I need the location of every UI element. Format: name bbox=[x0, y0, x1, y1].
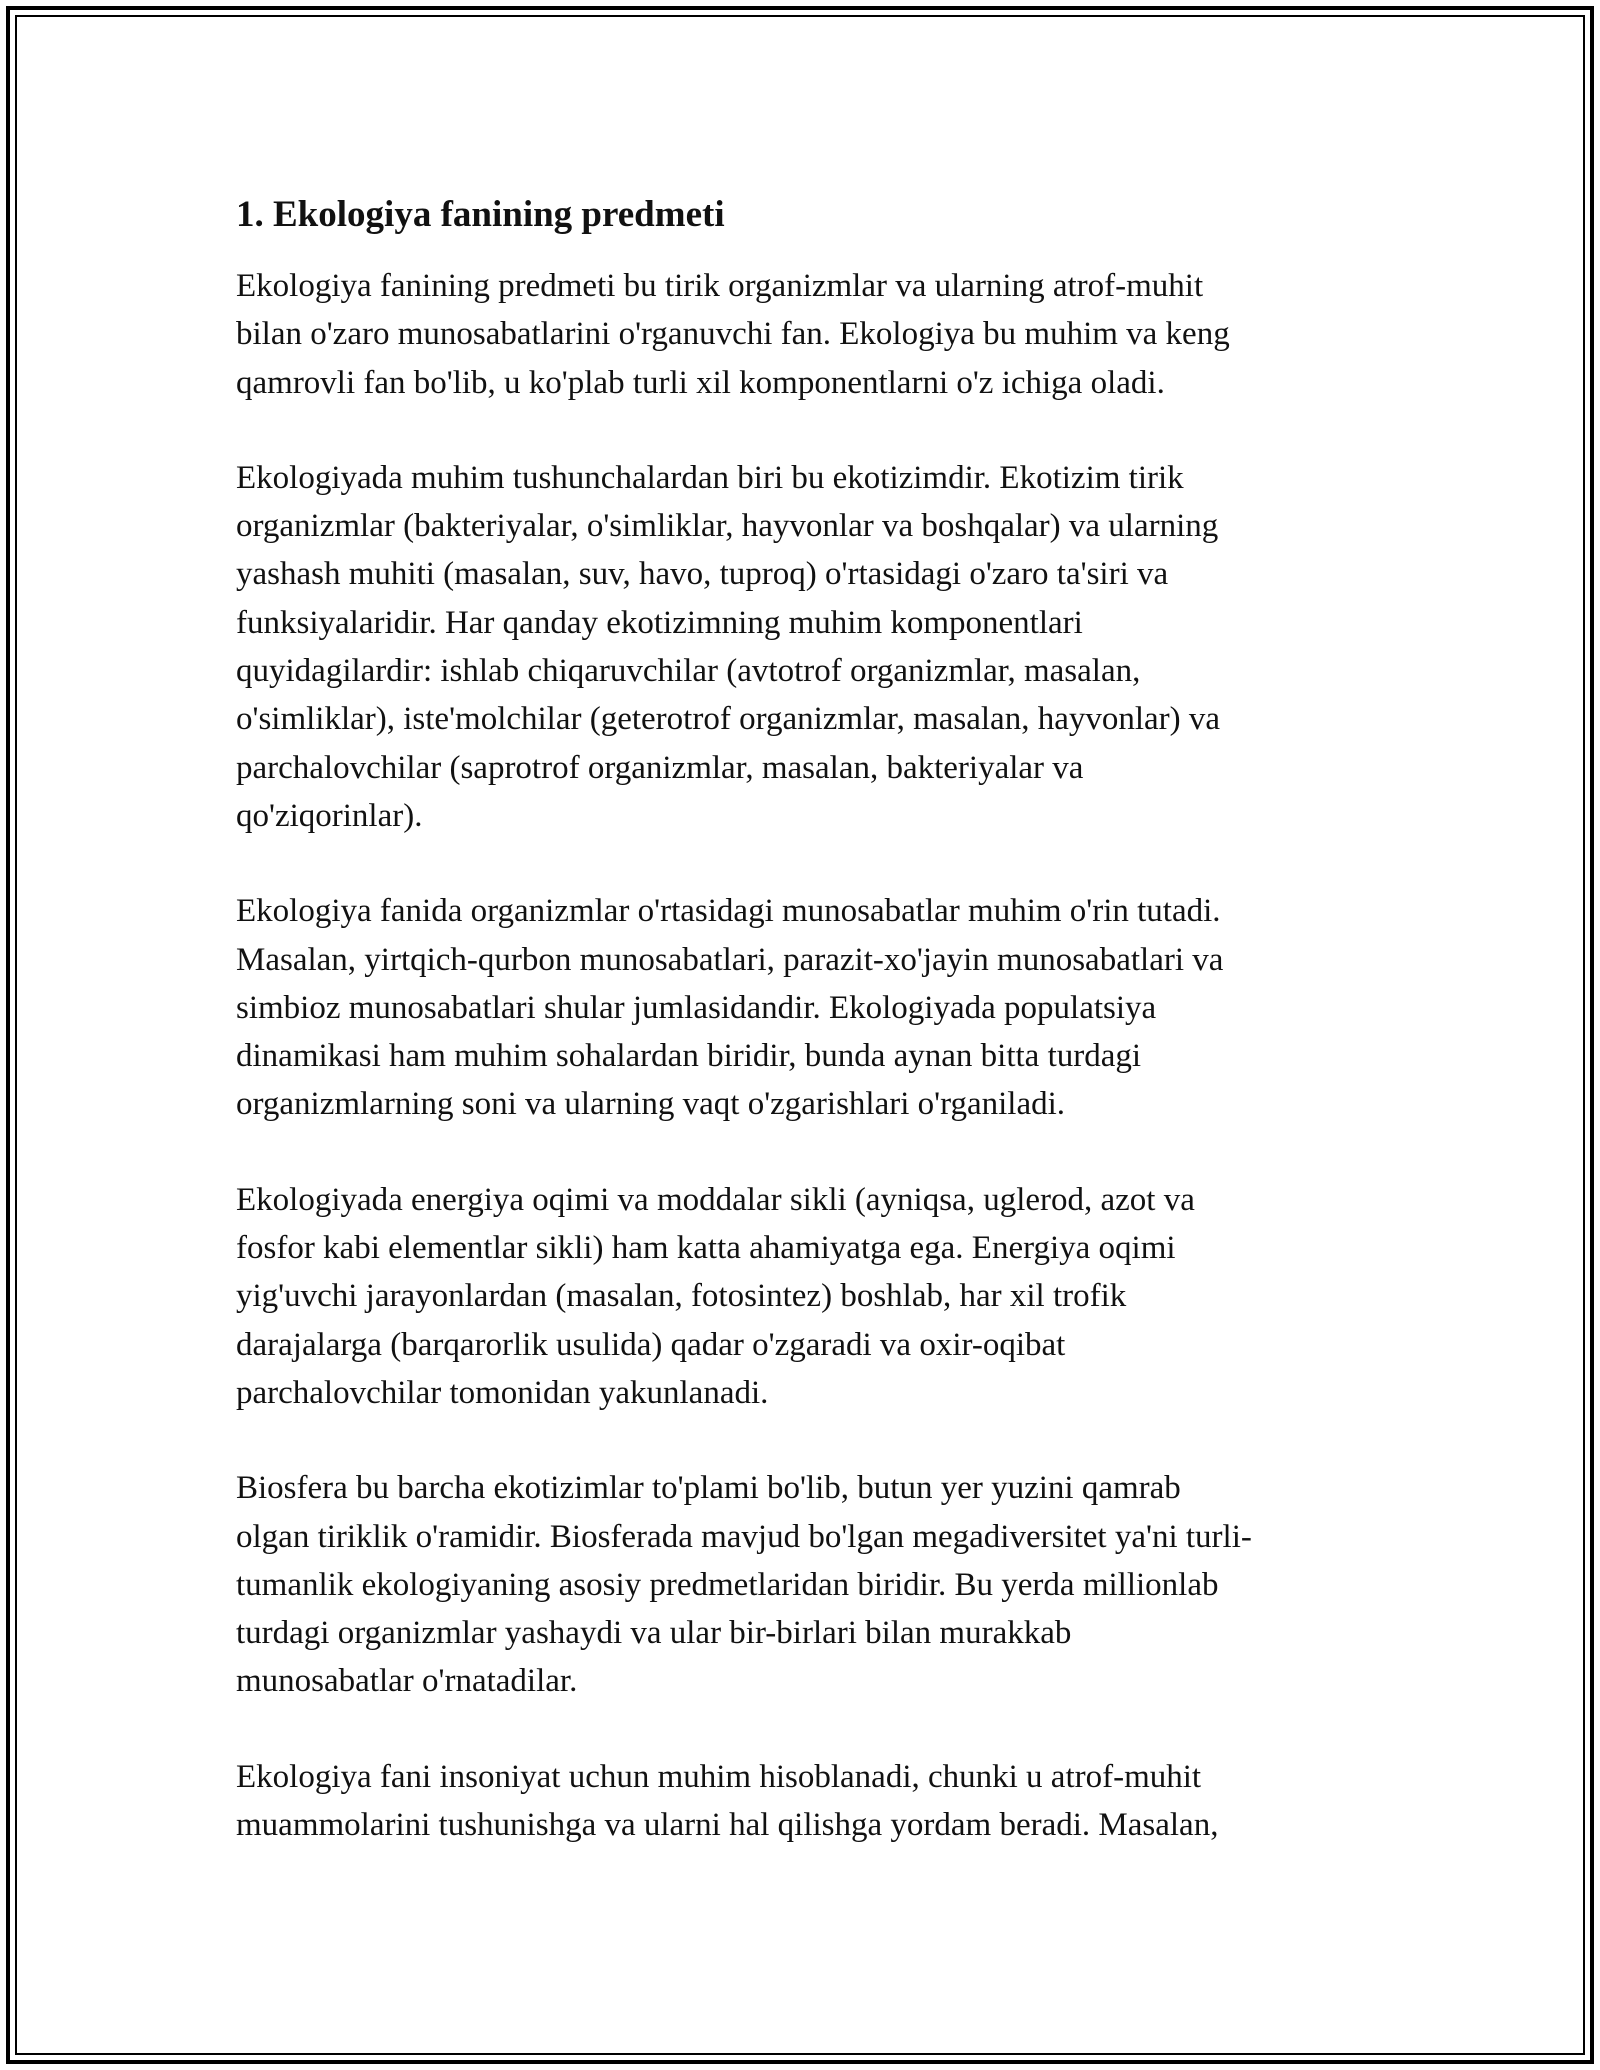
text-line: organizmlarning soni va ularning vaqt o'zgarishlari o'rganiladi. bbox=[236, 1086, 1066, 1123]
paragraph-1 bbox=[236, 262, 1366, 407]
paragraph-2 bbox=[236, 454, 1366, 840]
paragraph-4 bbox=[236, 1176, 1366, 1417]
text-line: Ekologiya fani insoniyat uchun muhim hisoblanadi, chunki u atrof-muhit bbox=[236, 1758, 1202, 1795]
text-line: Ekologiyada energiya oqimi va moddalar sikli (ayniqsa, uglerod, azot va bbox=[236, 1181, 1195, 1218]
text-line: qamrovli fan bo'lib, u ko'plab turli xil komponentlarni o'z ichiga oladi. bbox=[236, 364, 1165, 401]
text-line: bilan o'zaro munosabatlarini o'rganuvchi fan. Ekologiya bu muhim va keng bbox=[236, 316, 1230, 353]
text-line: dinamikasi ham muhim sohalardan biridir, bunda aynan bitta turdagi bbox=[236, 1038, 1142, 1075]
text-line: muammolarini tushunishga va ularni hal qilishga yordam beradi. Masalan, bbox=[236, 1807, 1219, 1844]
paragraph-5 bbox=[236, 1464, 1366, 1705]
text-line: qo'ziqorinlar). bbox=[236, 797, 423, 834]
text-line: organizmlar (bakteriyalar, o'simliklar, hayvonlar va boshqalar) va ularning bbox=[236, 508, 1219, 545]
text-line: Ekologiyada muhim tushunchalardan biri bu ekotizimdir. Ekotizim tirik bbox=[236, 459, 1184, 496]
document-body bbox=[236, 188, 1366, 1849]
text-line: quyidagilardir: ishlab chiqaruvchilar (avtotrof organizmlar, masalan, bbox=[236, 653, 1141, 690]
text-line: parchalovchilar tomonidan yakunlanadi. bbox=[236, 1374, 769, 1411]
text-line: simbioz munosabatlari shular jumlasidandir. Ekologiyada populatsiya bbox=[236, 989, 1157, 1026]
text-line: munosabatlar o'rnatadilar. bbox=[236, 1663, 578, 1700]
text-line: darajalarga (barqarorlik usulida) qadar o'zgaradi va oxir-oqibat bbox=[236, 1326, 1066, 1363]
text-line: Ekologiya fanida organizmlar o'rtasidagi munosabatlar muhim o'rin tutadi. bbox=[236, 893, 1221, 930]
text-line: parchalovchilar (saprotrof organizmlar, masalan, bakteriyalar va bbox=[236, 749, 1084, 786]
paragraph-3 bbox=[236, 887, 1366, 1128]
text-line: o'simliklar), iste'molchilar (geterotrof organizmlar, masalan, hayvonlar) va bbox=[236, 701, 1221, 738]
text-line: Ekologiya fanining predmeti bu tirik organizmlar va ularning atrof-muhit bbox=[236, 268, 1204, 304]
section-heading: 1. Ekologiya fanining predmeti bbox=[236, 194, 725, 235]
text-line: yashash muhiti (masalan, suv, havo, tuproq) o'rtasidagi o'zaro ta'siri va bbox=[236, 556, 1169, 593]
text-line: Biosfera bu barcha ekotizimlar to'plami bo'lib, butun yer yuzini qamrab bbox=[236, 1470, 1181, 1507]
text-line: Masalan, yirtqich-qurbon munosabatlari, parazit-xo'jayin munosabatlari va bbox=[236, 941, 1224, 978]
text-line: funksiyalaridir. Har qanday ekotizimning muhim komponentlari bbox=[236, 604, 1083, 641]
text-line: turdagi organizmlar yashaydi va ular bir-birlari bilan murakkab bbox=[236, 1615, 1072, 1652]
text-line: olgan tiriklik o'ramidir. Biosferada mavjud bo'lgan megadiversitet ya'ni turli- bbox=[236, 1518, 1252, 1555]
text-line: fosfor kabi elementlar sikli) ham katta ahamiyatga ega. Energiya oqimi bbox=[236, 1230, 1176, 1267]
text-line: tumanlik ekologiyaning asosiy predmetlaridan biridir. Bu yerda millionlab bbox=[236, 1566, 1219, 1603]
paragraph-6 bbox=[236, 1753, 1366, 1850]
text-line: yig'uvchi jarayonlardan (masalan, fotosintez) boshlab, har xil trofik bbox=[236, 1278, 1127, 1315]
